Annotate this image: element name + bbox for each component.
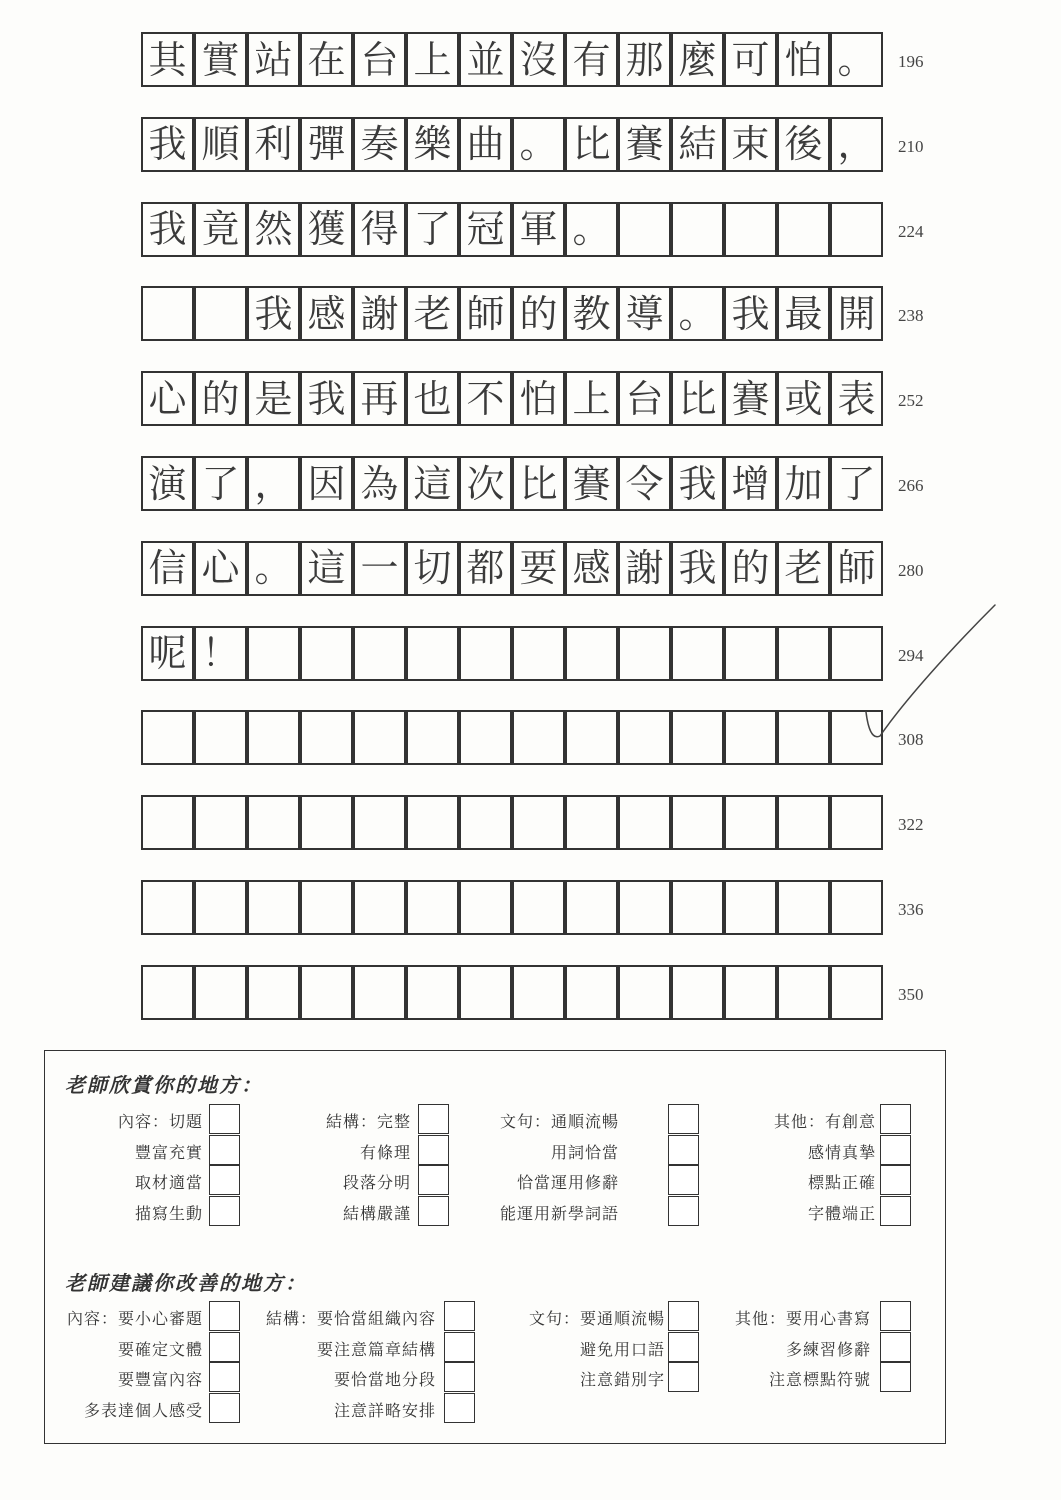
essay-cell: 軍 (512, 202, 565, 257)
essay-cell: 導 (618, 286, 671, 341)
essay-cell: 了 (406, 202, 459, 257)
essay-cell: 謝 (353, 286, 406, 341)
improvement-title: 老師建議你改善的地方： (65, 1271, 307, 1295)
checklist-label: 內容：切題 (117, 1112, 203, 1131)
essay-cell: 不 (459, 371, 512, 426)
essay-cell: 上 (565, 371, 618, 426)
essay-cell: 比 (565, 117, 618, 172)
checklist-label: 標點正確 (807, 1173, 876, 1192)
row-char-count: 252 (898, 391, 924, 411)
essay-cell: 切 (406, 541, 459, 596)
essay-cell: 為 (353, 456, 406, 511)
essay-cell: ！ (194, 626, 247, 681)
essay-cell: 台 (618, 371, 671, 426)
essay-cell: 賽 (565, 456, 618, 511)
essay-cell: 的 (194, 371, 247, 426)
essay-cell: 我 (724, 286, 777, 341)
essay-cell: 在 (300, 32, 353, 87)
essay-cell: 信 (141, 541, 194, 596)
essay-cell: 可 (724, 32, 777, 87)
essay-cell: 。 (512, 117, 565, 172)
essay-cell: 賽 (618, 117, 671, 172)
row-char-count: 266 (898, 476, 924, 495)
essay-cell: 師 (830, 541, 883, 596)
essay-cell: 加 (777, 456, 830, 511)
essay-cell: 我 (141, 117, 194, 172)
essay-cell: 了 (830, 456, 883, 511)
row-char-count: 196 (898, 52, 924, 71)
essay-cell: 或 (777, 371, 830, 426)
essay-cell: 。 (671, 286, 724, 341)
essay-cell: 老 (777, 541, 830, 596)
essay-cell: 結 (671, 117, 724, 172)
checklist-label: 多練習修辭 (785, 1339, 871, 1359)
essay-cell: 令 (618, 456, 671, 511)
checklist-label: 字體端正 (807, 1203, 876, 1223)
checklist-label: 注意詳略安排 (333, 1400, 436, 1420)
essay-cell: 並 (459, 32, 512, 87)
row-char-count: 238 (898, 306, 924, 326)
checklist-label: 注意錯別字 (579, 1370, 665, 1389)
essay-cell: 了 (194, 456, 247, 511)
essay-cell: 這 (300, 541, 353, 596)
essay-cell: 怕 (512, 371, 565, 426)
essay-cell: 上 (406, 32, 459, 87)
checklist-label: 避免用口語 (579, 1339, 665, 1359)
essay-cell: 台 (353, 32, 406, 87)
essay-cell: 是 (247, 371, 300, 426)
essay-cell: 因 (300, 456, 353, 511)
row-char-count: 350 (898, 984, 924, 1004)
essay-cell: 束 (724, 117, 777, 172)
checklist-label: 恰當運用修辭 (516, 1173, 619, 1192)
checklist-label: 用詞恰當 (550, 1142, 619, 1162)
essay-cell: 賽 (724, 371, 777, 426)
checklist-label: 要確定文體 (117, 1339, 203, 1359)
essay-cell: 有 (565, 32, 618, 87)
essay-cell: 冠 (459, 202, 512, 257)
checklist-label: 豐富充實 (134, 1142, 203, 1162)
row-char-count: 224 (898, 221, 924, 241)
essay-cell: 增 (724, 456, 777, 511)
essay-cell: 我 (247, 286, 300, 341)
checklist-label: 有條理 (359, 1142, 411, 1162)
checklist-label: 結構：要恰當組織內容 (265, 1309, 436, 1328)
checklist-label: 注意標點符號 (768, 1370, 871, 1389)
row-char-count: 322 (898, 815, 924, 835)
essay-cell: 後 (777, 117, 830, 172)
checklist-label: 能運用新學詞語 (499, 1203, 619, 1223)
checklist-label: 要恰當地分段 (333, 1370, 436, 1389)
essay-cell: 彈 (300, 117, 353, 172)
essay-cell: 比 (671, 371, 724, 426)
essay-cell: 順 (194, 117, 247, 172)
essay-cell: ， (830, 117, 883, 172)
essay-cell: 麼 (671, 32, 724, 87)
essay-cell: 開 (830, 286, 883, 341)
essay-cell: 要 (512, 541, 565, 596)
checklist-label: 其他：要用心書寫 (734, 1309, 871, 1328)
essay-cell: 實 (194, 32, 247, 87)
essay-cell: 老 (406, 286, 459, 341)
essay-cell: 最 (777, 286, 830, 341)
essay-cell: 感 (300, 286, 353, 341)
row-char-count: 308 (898, 730, 924, 750)
essay-cell: 次 (459, 456, 512, 511)
appreciation-title: 老師欣賞你的地方： (65, 1073, 263, 1097)
essay-cell: 我 (671, 541, 724, 596)
essay-cell: 的 (724, 541, 777, 596)
essay-cell: 心 (141, 371, 194, 426)
essay-cell: 都 (459, 541, 512, 596)
essay-cell: 樂 (406, 117, 459, 172)
checklist-label: 文句：通順流暢 (499, 1112, 619, 1131)
essay-cell: 。 (565, 202, 618, 257)
essay-cell: 比 (512, 456, 565, 511)
checklist-label: 段落分明 (342, 1173, 411, 1192)
essay-cell: 我 (671, 456, 724, 511)
checklist-label: 要注意篇章結構 (316, 1339, 436, 1359)
essay-cell: 竟 (194, 202, 247, 257)
essay-cell: 其 (141, 32, 194, 87)
checklist-label: 取材適當 (134, 1173, 203, 1192)
essay-cell: 那 (618, 32, 671, 87)
checklist-label: 其他：有創意 (773, 1112, 876, 1131)
essay-cell: 這 (406, 456, 459, 511)
essay-cell: 心 (194, 541, 247, 596)
checklist-label: 要豐富內容 (117, 1370, 203, 1389)
essay-cell: 師 (459, 286, 512, 341)
essay-cell: 表 (830, 371, 883, 426)
essay-cell: 站 (247, 32, 300, 87)
essay-cell: 怕 (777, 32, 830, 87)
row-char-count: 294 (898, 645, 924, 665)
row-char-count: 336 (898, 900, 924, 919)
essay-cell: 教 (565, 286, 618, 341)
essay-cell: 。 (247, 541, 300, 596)
essay-cell: 奏 (353, 117, 406, 172)
checklist-label: 結構嚴謹 (342, 1203, 411, 1223)
essay-cell: 呢 (141, 626, 194, 681)
checklist-label: 內容：要小心審題 (66, 1309, 203, 1328)
row-char-count: 280 (898, 560, 924, 580)
essay-cell: 我 (300, 371, 353, 426)
essay-cell: 感 (565, 541, 618, 596)
essay-cell: 然 (247, 202, 300, 257)
essay-cell: 的 (512, 286, 565, 341)
essay-cell: 得 (353, 202, 406, 257)
checklist-label: 文句：要通順流暢 (528, 1309, 665, 1328)
essay-cell: 沒 (512, 32, 565, 87)
essay-cell: 演 (141, 456, 194, 511)
essay-cell: 再 (353, 371, 406, 426)
checklist-label: 結構：完整 (325, 1112, 411, 1131)
checklist-label: 描寫生動 (134, 1203, 203, 1223)
essay-cell: 獲 (300, 202, 353, 257)
essay-cell: ， (247, 456, 300, 511)
checklist-label: 感情真摯 (807, 1142, 876, 1162)
essay-cell: 一 (353, 541, 406, 596)
essay-cell: 曲 (459, 117, 512, 172)
essay-cell: 。 (830, 32, 883, 87)
row-char-count: 210 (898, 136, 924, 156)
checklist-label: 多表達個人感受 (83, 1400, 203, 1420)
essay-cell: 我 (141, 202, 194, 257)
essay-cell: 謝 (618, 541, 671, 596)
essay-cell: 也 (406, 371, 459, 426)
essay-cell: 利 (247, 117, 300, 172)
